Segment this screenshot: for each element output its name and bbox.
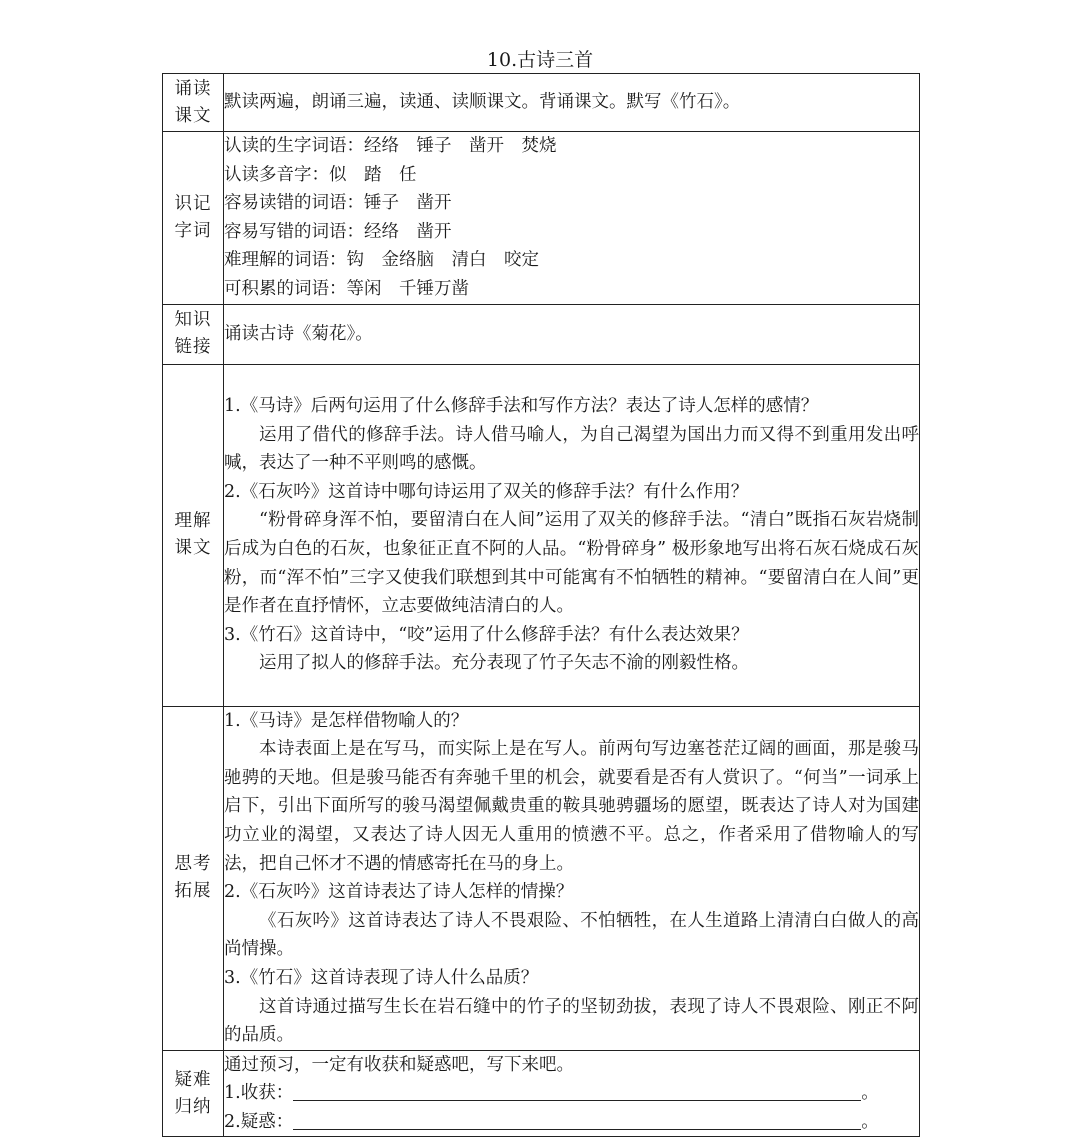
songdu-text: 默读两遍，朗诵三遍，读通、读顺课文。背诵课文。默写《竹石》。 xyxy=(224,92,741,113)
label-line-2: 归纳 xyxy=(174,1096,212,1117)
question-1: 1.《马诗》后两句运用了什么修辞手法和写作方法？表达了诗人怎样的感情？ xyxy=(224,396,819,417)
label-line-2: 链接 xyxy=(174,337,212,358)
row-zhishi xyxy=(163,304,920,364)
gain-blank-line[interactable] xyxy=(293,1082,861,1101)
row-label-lijie xyxy=(163,364,224,706)
answer-1: 本诗表面上是在写马，而实际上是在写人。前两句写边塞苍茫辽阔的画面，那是骏马驰骋的天地。但是骏马能否有奔驰千里的机会，就要看是否有人赏识了。“何当”一词承上启下，引出下面所写的骏马渴望佩戴贵重的鞍具驰骋疆场的愿望，既表达了诗人对为国建功立业的渴望，又表达了诗人因无人重用的愤懑不平。总之，作者采用了借物喻人的写法，把自己怀才不遇的情感寄托在马的身上。 xyxy=(224,739,919,874)
row-content-yinan xyxy=(224,1050,920,1137)
answer-3: 运用了拟人的修辞手法。充分表现了竹子矢志不渝的刚毅性格。 xyxy=(259,653,749,674)
row-content-sikao xyxy=(224,706,920,1050)
question-2: 2.《石灰吟》这首诗表达了诗人怎样的情操？ xyxy=(224,882,574,903)
row-label-zhishi xyxy=(163,304,224,364)
label-line-1: 诵读 xyxy=(174,78,212,99)
row-shiji xyxy=(163,132,920,305)
page-title: 10.古诗三首 xyxy=(486,49,594,71)
answer-3: 这首诗通过描写生长在岩石缝中的竹子的坚韧劲拔，表现了诗人不畏艰险、刚正不阿的品质。 xyxy=(224,996,919,1046)
shiji-line: 认读多音字：似 踏 任 xyxy=(224,164,417,185)
row-label-shiji xyxy=(163,132,224,305)
label-line-2: 课文 xyxy=(174,538,212,559)
doubt-field xyxy=(224,1108,919,1137)
preview-worksheet-table xyxy=(162,73,920,1137)
question-3: 3.《竹石》这首诗表现了诗人什么品质？ xyxy=(224,967,539,988)
row-sikao xyxy=(163,706,920,1050)
gain-field xyxy=(224,1079,919,1108)
zhishi-text: 诵读古诗《菊花》。 xyxy=(224,323,373,344)
label-line-2: 课文 xyxy=(174,105,212,126)
shiji-line: 容易写错的词语：经络 凿开 xyxy=(224,221,452,242)
row-content-lijie xyxy=(224,364,920,706)
doubt-blank-line[interactable] xyxy=(293,1111,861,1130)
answer-1: 运用了借代的修辞手法。诗人借马喻人，为自己渴望为国出力而又得不到重用发出呼喊，表达了一种不平则鸣的感慨。 xyxy=(224,424,919,474)
shiji-line: 认读的生字词语：经络 锤子 凿开 焚烧 xyxy=(224,136,557,156)
label-line-1: 知识 xyxy=(174,310,212,331)
shiji-line: 容易读错的词语：锤子 凿开 xyxy=(224,193,452,214)
label-line-1: 思考 xyxy=(174,854,212,875)
row-content-zhishi xyxy=(224,304,920,364)
row-lijie xyxy=(163,364,920,706)
end-mark: 。 xyxy=(861,1111,879,1132)
yinan-intro: 通过预习，一定有收获和疑惑吧，写下来吧。 xyxy=(224,1054,574,1075)
answer-2: 《石灰吟》这首诗表达了诗人不畏艰险、不怕牺牲，在人生道路上清清白白做人的高尚情操。 xyxy=(224,910,919,960)
answer-2: “粉骨碎身浑不怕，要留清白在人间”运用了双关的修辞手法。“清白”既指石灰岩烧制后成为白色的石灰，也象征正直不阿的人品。“粉骨碎身” 极形象地写出将石灰石烧成石灰粉，而“浑不怕”三字又使我们联想到其中可能寓有不怕牺牲的精神。“要留清白在人间”更是作者在直抒情怀，立志要做纯洁清白的人。 xyxy=(224,510,919,617)
gain-label: 1.收获： xyxy=(224,1083,294,1104)
label-line-1: 理解 xyxy=(174,511,212,532)
doubt-label: 2.疑惑： xyxy=(224,1111,294,1132)
row-content-songdu xyxy=(224,74,920,132)
label-line-1: 识记 xyxy=(174,193,212,214)
question-2: 2.《石灰吟》这首诗中哪句诗运用了双关的修辞手法？有什么作用？ xyxy=(224,481,749,502)
row-content-shiji xyxy=(224,132,920,305)
label-line-2: 拓展 xyxy=(174,881,212,902)
question-1: 1.《马诗》是怎样借物喻人的？ xyxy=(224,710,469,731)
question-3: 3.《竹石》这首诗中，“咬”运用了什么修辞手法？有什么表达效果？ xyxy=(224,624,749,645)
label-line-1: 疑难 xyxy=(174,1069,212,1090)
shiji-line: 可积累的词语：等闲 千锤万凿 xyxy=(224,278,469,299)
row-label-yinan xyxy=(163,1050,224,1137)
row-yinan xyxy=(163,1050,920,1137)
row-songdu xyxy=(163,74,920,132)
label-line-2: 字词 xyxy=(174,220,212,241)
shiji-line: 难理解的词语：钩 金络脑 清白 咬定 xyxy=(224,250,539,271)
row-label-songdu xyxy=(163,74,224,132)
end-mark: 。 xyxy=(861,1083,879,1104)
row-label-sikao xyxy=(163,706,224,1050)
